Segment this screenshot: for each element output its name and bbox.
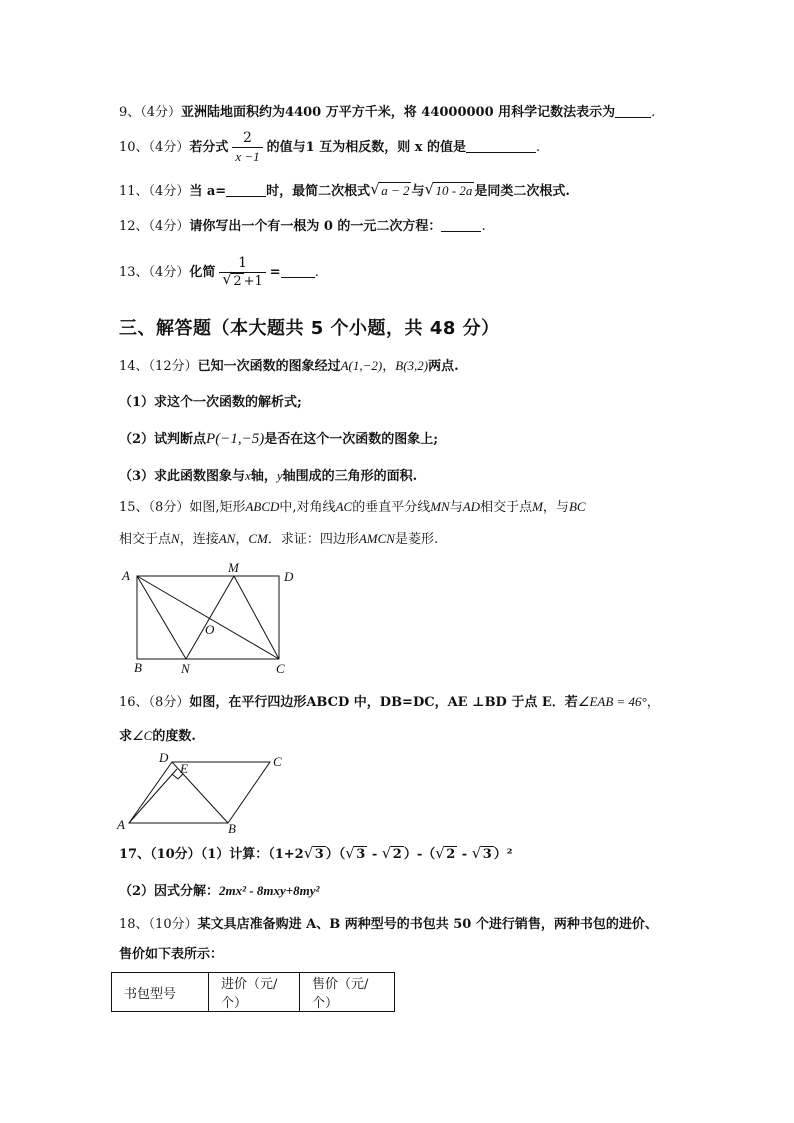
- q16-label-b: B: [228, 821, 236, 836]
- q9-text: 亚洲陆地面积约为4400 万平方千米，将 44000000 用科学记数法表示为: [181, 105, 616, 120]
- question-9: [119, 104, 655, 122]
- q15-label: 15、（8分）: [119, 500, 190, 515]
- q13-equals: =: [269, 265, 281, 280]
- q16-label-d: D: [159, 750, 169, 765]
- q13-den-tail: +1: [243, 274, 263, 289]
- q18-header-price: 售价（元/个）: [300, 973, 395, 1012]
- q16-label-a: A: [117, 817, 125, 832]
- q14-p3-a: （3）求此函数图象与: [119, 469, 246, 484]
- q15-label-d: D: [284, 569, 294, 584]
- q10-answer-blank[interactable]: [466, 140, 536, 153]
- q9-answer-blank[interactable]: [615, 105, 651, 118]
- q16-l2-a: 求: [119, 729, 133, 744]
- q17-radical-1: [304, 846, 326, 864]
- q15-mn: MN: [430, 499, 450, 514]
- q16-label-e: E: [180, 761, 188, 776]
- q15-l2-c: ，: [235, 532, 249, 547]
- q15-bc: BC: [568, 499, 586, 514]
- q17-p1-a: （1）计算：（1+2: [200, 847, 304, 862]
- q15-label-a: A: [122, 568, 130, 583]
- question-16-line-2: [119, 727, 196, 746]
- question-14: [119, 357, 459, 376]
- q17-p2-expr: 2mx² - 8mxy+8my²: [219, 883, 320, 898]
- question-17-part-2: [119, 882, 319, 901]
- q13-label: 13、（4分）: [119, 265, 190, 280]
- question-17-part-1: [119, 846, 512, 864]
- q15-ac: AC: [335, 499, 353, 514]
- q14-p3-y: y: [276, 468, 283, 483]
- q13-end: .: [314, 265, 319, 280]
- q15-cm: CM: [248, 531, 268, 546]
- q14-label: 14、（12分）: [119, 359, 198, 374]
- q14-p3-x: x: [245, 468, 251, 483]
- table-row: [112, 973, 395, 1012]
- q15-abcd: ABCD: [245, 499, 280, 514]
- q16-angle-eab: ∠EAB = 46°: [577, 694, 647, 709]
- q17-p1-d: ）-（: [403, 847, 436, 862]
- q12-text: 请你写出一个有一根为 0 的一元二次方程：: [189, 219, 442, 234]
- q17-radical-4: [435, 846, 457, 864]
- q11-radical-1: [370, 182, 411, 201]
- q15-ad: AD: [462, 499, 481, 514]
- q9-label: 9、（4分）: [119, 105, 182, 120]
- q11-text-a: 当 a=: [189, 184, 227, 199]
- q15-label-c: C: [276, 661, 285, 676]
- question-12: [119, 218, 486, 236]
- q10-text-a: 若分式: [189, 140, 229, 155]
- q10-fraction: [232, 130, 262, 165]
- q17-p1-b: ）（: [325, 847, 346, 862]
- q17-p1-e: -: [457, 847, 472, 862]
- q12-answer-blank[interactable]: [441, 219, 481, 232]
- q14-sep: ，: [382, 359, 396, 374]
- q17-radicand-1: 3: [314, 847, 324, 862]
- q15-l1-f: ，与: [542, 500, 569, 515]
- q13-den-radical: [222, 273, 243, 290]
- q13-frac-numerator: 1: [238, 255, 248, 271]
- q15-l1-e: 相交于点: [480, 500, 533, 515]
- q15-segment-nm: [186, 576, 234, 659]
- q15-an: AN: [218, 531, 236, 546]
- q11-answer-blank[interactable]: [226, 184, 266, 197]
- q15-l2-a: 相交于点: [119, 532, 172, 547]
- q18-label: 18、（10分）: [119, 917, 198, 932]
- q11-text-b: 时，最简二次根式: [266, 184, 371, 199]
- q18-price-table: [111, 972, 395, 1012]
- q15-n: N: [171, 531, 180, 546]
- q18-header-cost: 进价（元/个）: [209, 973, 300, 1012]
- q15-l2-e: 是菱形.: [394, 532, 439, 547]
- q15-l1-d: 与: [449, 500, 463, 515]
- q15-label-m: M: [228, 560, 239, 575]
- q15-l1-a: 如图,矩形: [189, 500, 246, 515]
- q16-parallelogram-figure: [115, 748, 295, 838]
- question-13: [119, 255, 319, 290]
- q9-end: .: [651, 105, 656, 120]
- q14-p3-b: 轴，: [250, 469, 277, 484]
- q11-text-c: 与: [411, 184, 425, 199]
- question-18-line-2: 售价如下表所示：: [119, 947, 224, 962]
- q10-label: 10、（4分）: [119, 140, 190, 155]
- q14-point-b: B(3,2): [395, 358, 429, 373]
- q10-frac-denominator: x −1: [232, 147, 262, 165]
- q16-label-c: C: [273, 754, 282, 769]
- q17-p1-c: -: [367, 847, 382, 862]
- q14-point-a: A(1,−2): [340, 358, 383, 373]
- q10-frac-numerator: 2: [243, 130, 252, 146]
- q17-radicand-3: 2: [392, 847, 402, 862]
- q15-l1-c: 的垂直平分线: [352, 500, 431, 515]
- question-11: [119, 182, 570, 201]
- q13-fraction: [219, 255, 265, 290]
- q15-l2-d: ．求证：四边形: [267, 532, 359, 547]
- q15-amcn: AMCN: [358, 531, 395, 546]
- q16-label: 16、（8分）: [119, 695, 190, 710]
- q11-radical-2: [424, 182, 474, 201]
- q17-radicand-4: 2: [446, 847, 456, 862]
- question-16-line-1: [119, 693, 660, 712]
- q12-end: .: [481, 219, 486, 234]
- section-3-heading: 三、解答题（本大题共 5 个小题，共 48 分）: [119, 318, 500, 339]
- q11-radicand-1: a − 2: [381, 183, 410, 198]
- q14-p2-b: 是否在这个一次函数的图象上;: [264, 432, 439, 447]
- q14-p3-c: 轴围成的三角形的面积.: [282, 469, 418, 484]
- question-18-line-1: [119, 916, 658, 934]
- q14-part-3: [119, 467, 417, 486]
- q10-end: .: [536, 140, 541, 155]
- q16-segment-ae: [129, 769, 177, 823]
- q17-p2-a: （2）因式分解：: [119, 884, 220, 899]
- q15-label-n: N: [181, 661, 190, 676]
- q17-label: 17、（10分）: [119, 847, 201, 862]
- q13-answer-blank[interactable]: [281, 265, 315, 278]
- q17-radical-3: [382, 846, 404, 864]
- q14-text-b: 两点.: [428, 359, 459, 374]
- q14-p2-a: （2）试判断点: [119, 432, 207, 447]
- q11-radicand-2: 10 - 2a: [435, 183, 473, 198]
- q11-label: 11、（4分）: [119, 184, 190, 199]
- q13-text: 化简: [189, 265, 216, 280]
- q10-text-b: 的值与1 互为相反数，则 x 的值是: [266, 140, 467, 155]
- q13-frac-denominator: [219, 272, 265, 290]
- q12-label: 12、（4分）: [119, 219, 190, 234]
- q14-point-p: P(−1,−5): [206, 431, 265, 447]
- q14-text-a: 已知一次函数的图象经过: [197, 359, 341, 374]
- q15-diagonal-ac: [137, 576, 279, 659]
- q13-den-radicand: 2: [233, 274, 242, 289]
- q16-comma: ，: [646, 695, 660, 710]
- q18-header-model: 书包型号: [112, 973, 209, 1012]
- q15-rectangle-figure: [118, 560, 308, 680]
- q11-text-d: 是同类二次根式.: [474, 184, 570, 199]
- q15-label-o: O: [205, 622, 215, 637]
- q15-l2-b: ，连接: [179, 532, 219, 547]
- q15-segment-an: [137, 576, 186, 659]
- q17-radical-2: [345, 846, 367, 864]
- q14-part-2: [119, 430, 438, 449]
- q16-angle-c: ∠C: [132, 728, 153, 743]
- question-15-line-1: [119, 498, 586, 517]
- q14-part-1: （1）求这个一次函数的解析式;: [119, 395, 302, 410]
- q17-p1-f: ）²: [493, 847, 513, 862]
- q15-m: M: [532, 499, 543, 514]
- q15-l1-b: 中,对角线: [279, 500, 336, 515]
- q16-l1: 如图，在平行四边形ABCD 中，DB=DC，AE ⊥BD 于点 E．若: [189, 695, 578, 710]
- q15-label-b: B: [134, 660, 142, 675]
- q16-l2-b: 的度数.: [152, 729, 196, 744]
- question-15-line-2: [119, 530, 438, 549]
- q17-radicand-5: 3: [482, 847, 492, 862]
- q17-radical-5: [472, 846, 494, 864]
- q15-segment-mc: [234, 576, 279, 659]
- q17-radicand-2: 3: [356, 847, 366, 862]
- q18-l1: 某文具店准备购进 A、B 两种型号的书包共 50 个进行销售，两种书包的进价、: [197, 917, 658, 932]
- question-10: [119, 130, 540, 165]
